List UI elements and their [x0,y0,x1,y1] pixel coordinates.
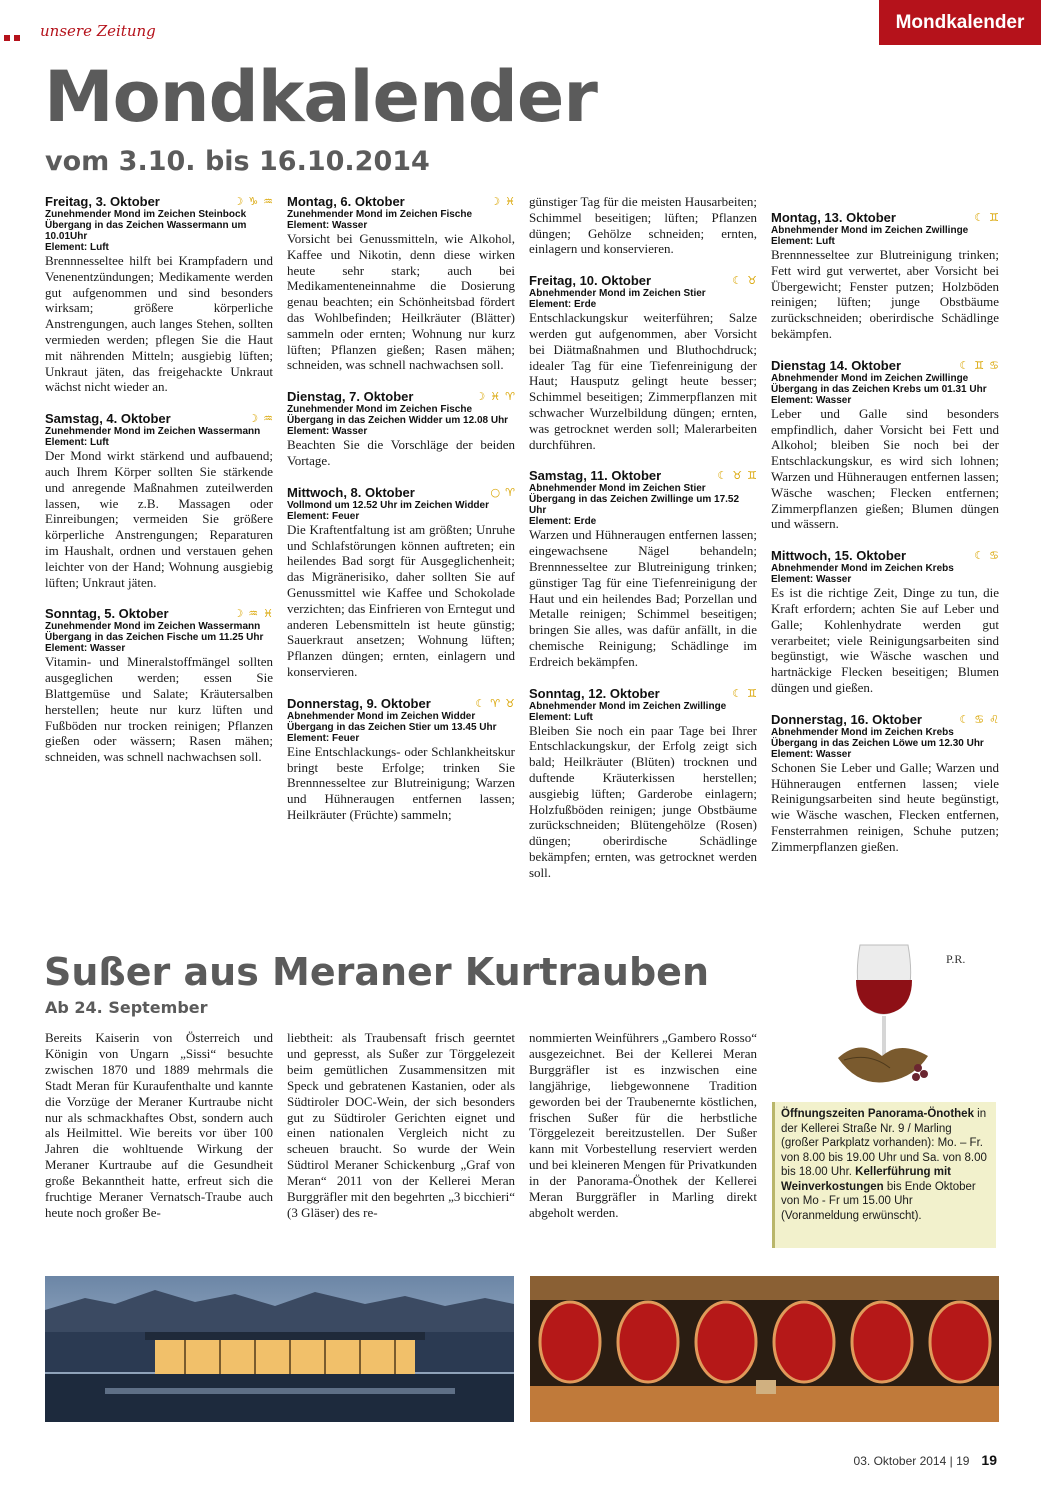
zodiac-icon: ♒ [263,412,273,426]
entry-header [287,194,515,209]
entry-header [529,686,757,701]
entry-info: Zunehmender Mond im Zeichen Steinbock [45,209,247,220]
entry-info: Abnehmender Mond im Zeichen Zwillinge [529,700,727,712]
zodiac-icon: ♋ [989,549,999,563]
entry-text: Brennnesseltee zur Blutreinigung trinken; Fett wird gut verwertet, aber Vorsicht bei Übergewicht; Fenster putzen; Holzböden reinigen; lüften; junge Obstbäume zurückschneiden; oberirdische Schädlinge bekämpfen. [771,247,999,341]
zodiac-icon: ♒ [248,607,259,621]
entry-text: Es ist die richtige Zeit, Dinge zu tun, die Kraft erfordern; achten Sie auf Leber und Galle; Kohlenhydrate werden gut verarbeitet; viele Reinigungsarbeiten sind begünstigt, wie Wäsche waschen und hartnäckige Flecken beseitigen; Blumen düngen und gießen. [771,585,999,695]
moon-sign-icons [717,469,757,482]
entry-info: Element: Wasser [771,574,852,586]
entry-header [771,358,999,373]
calendar-column-1 [45,194,273,781]
calendar-entry [287,696,515,823]
entry-header [771,712,999,727]
moon-sign-icons [974,549,999,562]
opening-hours-box [772,1102,996,1248]
entry-header [771,548,999,563]
entry-header [529,273,757,288]
calendar-entry [529,194,757,257]
entry-date: Mittwoch, 8. Oktober [287,484,415,500]
entry-info: Abnehmender Mond im Zeichen Krebs [771,563,954,575]
calendar-entry [771,210,999,342]
zodiac-icon: ♓ [263,607,273,621]
entry-text: Brennnesseltee hilft bei Krampfadern und Venenentzündungen; Medikamente werden gut aufgenommen und sind besonders wirksam; größere körperliche Anstrengungen, auch langes Stehen, sollten vermieden werden; pflegen Sie die Haut mit nährenden Mitteln; ausgiebig lüften; Unkraut jäten, das freigehackte Unkraut wächst nicht wieder an. [45,253,273,395]
entry-info: Element: Luft [771,236,835,247]
entry-date: Freitag, 3. Oktober [45,194,160,209]
moon-sign-icons [475,697,515,710]
wine-glass-image [830,940,940,1100]
entry-header [771,210,999,225]
entry-info: Zunehmender Mond im Zeichen Fische [287,404,473,416]
entry-info: Übergang in das Zeichen Wassermann um 10.01Uhr [45,220,247,242]
entry-info: Zunehmender Mond im Zeichen Fische [287,209,473,220]
entry-info: Element: Wasser [771,748,852,760]
moon-phase-icon: ☾ [959,358,970,372]
zodiac-icon: ♉ [747,274,757,288]
zodiac-icon: ♋ [974,712,985,726]
entry-header [287,696,515,711]
entry-text: Entschlackungskur weiterführen; Salze werden gut aufgenommen, aber Vorsicht bei Diätmaßnahmen und Bluthochdruck; idealer Tag für eine Tiefenreinigung der Haut; Hausputz gelingt heute besser; Schimmel beseitigen; Zimmerpflanzen mit schwacher Wurzelbildung düngen; ernten, was getrocknet werden soll; Malerarbeiten durchführen. [529,310,757,452]
article-column-1: Bereits Kaiserin von Österreich und Königin von Ungarn „Sissi“ besuchte zwischen 1870 und 1889 mehrmals die Stadt Meran für Kuraufenthalte und kannte die Vorzüge der Meraner Kurtraube nicht nur als schmackhaftes Obst, sondern auch als Heilmittel. Wie bereits vor über 100 Jahren die wohltuende Wirkung der Meraner Kurtraube auf die Gesundheit große Bekanntheit hatte, erfreut sich die fruchtige Meraner Vernatsch-Traube auch heute noch großer Be- [45,1030,273,1220]
entry-info: Abnehmender Mond im Zeichen Zwillinge [771,225,969,236]
zodiac-icon: ♊ [974,358,985,372]
entry-info: Übergang in das Zeichen Fische um 11.25 Uhr [45,632,264,644]
zodiac-icon: ♊ [747,686,757,700]
zodiac-icon: ♉ [732,469,743,483]
moon-phase-icon: ☾ [732,686,743,700]
zodiac-icon: ♈ [490,696,501,710]
entry-date: Samstag, 4. Oktober [45,411,171,427]
winery-building-photo [45,1276,514,1422]
entry-info: Element: Erde [529,299,597,311]
entry-text: Der Mond wirkt stärkend und aufbauend; auch Ihrem Körper sollten Sie stärkende und anregende Maßnahmen zuteilwerden lassen, wie z.B. Massagen oder Einreibungen; vermeiden Sie größere körperliche Anstrengungen; Reparaturen im Haushalt, ordnen und verstauen gehen leichter von der Hand; Wohnung ausgiebig lüften; Unkraut jäten. [45,448,273,590]
entry-text: Beachten Sie die Vorschläge der beiden Vortage. [287,437,515,468]
entry-header [45,606,273,621]
zodiac-icon: ♉ [505,696,515,710]
page-number: 19 [981,1452,997,1468]
moon-phase-icon: ☾ [475,696,486,710]
entry-info: Element: Luft [45,437,109,449]
calendar-entry [771,712,999,855]
entry-text: Schonen Sie Leber und Galle; Warzen und Hühneraugen entfernen lassen; viele Reinigungsarbeiten sind heute begünstigt, wie Wäsche waschen, Flecken entfernen, Fensterrahmen reinigen, Schuhe putzen; Zimmerpflanzen gießen. [771,759,999,854]
moon-sign-icons [491,486,515,499]
entry-info: Abnehmender Mond im Zeichen Stier [529,483,706,495]
zodiac-icon: ♋ [989,358,999,372]
entry-header [287,485,515,500]
pr-credit: P.R. [946,952,966,966]
zodiac-icon: ♊ [989,211,999,224]
entry-text: Vorsicht bei Genussmitteln, wie Alkohol, Kaffee und Nikotin, denn diese wirken heute sehr stark; auch bei Medikamenteneinnahme die Dosierung genau beachten; ein Schönheitsbad fördert das Wohlbefinden; Heilkräuter (Blätter) sammeln oder ernten; Wohnung nur kurz lüften; Pflanzen gießen; Rasen mähen; schneiden, was schnell nachwachsen soll. [287,231,515,373]
moon-phase-icon: ☽ [490,195,501,208]
zodiac-icon: ♓ [505,195,515,208]
entry-info: Abnehmender Mond im Zeichen Widder [287,710,476,722]
entry-text: Die Kraftentfaltung ist am größten; Unruhe und Schlafstörungen können auftreten; ein heilendes Bad sorgt für Ausgeglichenheit; das Migränerisiko, daher sollten Sie auf Genussmittel wie Kaffee und Schokolade verzichten; das Einfrieren von Erntegut und anderen Lebensmitteln ist heute günstig; Sauerkraut ansetzen; Wohnung lüften; Pflanzen düngen; ernten, einlagern und konservieren. [287,521,515,679]
entry-info: Zunehmender Mond im Zeichen Wassermann [45,426,261,438]
zodiac-icon: ♊ [747,469,757,483]
entry-header [287,389,515,404]
calendar-column-4 [771,210,999,871]
moon-phase-icon: ☾ [732,274,743,288]
entry-info: Element: Wasser [287,220,368,231]
page-subtitle: vom 3.10. bis 16.10.2014 [45,146,430,177]
moon-sign-icons [959,713,999,726]
moon-phase-icon: ☾ [974,549,985,563]
entry-info: Element: Feuer [287,510,360,522]
entry-info: Element: Feuer [287,732,360,744]
entry-header [529,468,757,483]
entry-info: Abnehmender Mond im Zeichen Krebs [771,726,954,738]
entry-info: Zunehmender Mond im Zeichen Wassermann [45,621,261,633]
entry-info: Vollmond um 12.52 Uhr im Zeichen Widder [287,499,489,511]
zodiac-icon: ♈ [505,485,515,499]
entry-text: Bleiben Sie noch ein paar Tage bei Ihrer Entschlackungskur, der Erfolg zeigt sich bald; Heilkräuter (Blüten) trocknen und duftende Kräuterkissen herstellen; ausgiebig lüften; Garderobe einlagern; Holzfußböden reinigen; junge Obstbäume zurückschneiden; Blütengehölze (Rosen) düngen; oberirdische Schädlinge bekämpfen; ernten, was getrocknet werden soll. [529,722,757,880]
moon-phase-icon: ☾ [974,211,985,224]
entry-info: Element: Luft [45,242,109,253]
calendar-entry [45,411,273,590]
calendar-entry [287,389,515,469]
moon-sign-icons [233,195,273,208]
calendar-entry [529,686,757,881]
entry-info: Element: Erde [529,516,597,528]
entry-info: Übergang in das Zeichen Krebs um 01.31 Uhr [771,383,987,395]
page-title: Mondkalender [44,56,597,138]
entry-date: Donnerstag, 9. Oktober [287,695,431,711]
entry-info: Übergang in das Zeichen Löwe um 12.30 Uhr [771,737,984,749]
moon-sign-icons [732,687,757,700]
zodiac-icon: ♓ [490,390,501,404]
entry-text: Warzen und Hühneraugen entfernen lassen; eingewachsene Nägel behandeln; Brennnesseltee zur Blutreinigung trinken; günstiger Tag für eine Tiefenreinigung der Haut und ein heilendes Bad; Porzellan und Metalle reinigen; Schimmel beseitigen; bringen Sie alles, was dafür anfällt, in die chemische Reinigung; Schädlinge im Erdreich bekämpfen. [529,527,757,669]
moon-phase-icon: ☾ [717,469,728,483]
moon-sign-icons [248,412,273,425]
entry-date: Sonntag, 12. Oktober [529,685,660,701]
infobox-title-2: Kellerführung mit Weinverkostungen [781,1166,952,1193]
entry-date: Dienstag 14. Oktober [771,357,902,373]
entry-date: Donnerstag, 16. Oktober [771,711,922,727]
infobox-text-2: bis Ende Oktober von Mo - Fr um 15.00 Uhr (Voranmeldung erwünscht). [781,1180,976,1222]
entry-text: Vitamin- und Mineralstoffmängel sollten ausgeglichen werden; essen Sie Blattgemüse und Salate; Kräutersalben herstellen; heute nur kurz lüften und Fußböden nur trocken reinigen; Pflanzen gießen oder wässern; Rasen mähen; schneiden, was schnell nachwachsen soll. [45,654,273,765]
moon-phase-icon: ☽ [233,607,244,621]
article-column-2: liebtheit: als Traubensaft frisch geerntet und gepresst, als Sußer zur Törggelezeit beim gemütlichen Zusammensitzen mit Speck und gebratenen Kastanien, oder als Südtiroler DOC-Wein, der sich besonders gut zu Südtiroler Gerichten eignet und einen nationalen Vergleich nicht zu scheuen braucht. So wurde der Wein Südtirol Meraner Schickenburg „Graf von Meran“ 2011 von der Kellerei Meran Burggräfler mit den begehrten „3 bicchieri“ (3 Gläser) des re- [287,1030,515,1220]
decorative-dots [4,28,24,46]
entry-info: Übergang in das Zeichen Zwillinge um 17.52 Uhr [529,494,740,517]
entry-info: Übergang in das Zeichen Stier um 13.45 Uhr [287,721,497,733]
moon-phase-icon: ☽ [475,390,486,404]
calendar-entry [287,194,515,373]
calendar-entry [529,468,757,669]
calendar-entry [287,485,515,680]
entry-date: Mittwoch, 15. Oktober [771,548,907,564]
brand-logo: unsere Zeitung [40,22,156,40]
calendar-entry [529,273,757,452]
entry-header [45,194,273,209]
entry-text: Eine Entschlackungs- oder Schlankheitskur bringt beste Erfolge; trinken Sie Brennnesseltee zur Blutreinigung; Warzen und Hühneraugen entfernen lassen; Heilkräuter (Früchte) sammeln; [287,743,515,822]
article-subtitle: Ab 24. September [45,998,208,1017]
calendar-entry [45,194,273,395]
entry-info: Element: Luft [529,711,593,723]
calendar-column-2 [287,194,515,839]
calendar-entry [771,358,999,532]
entry-date: Montag, 6. Oktober [287,194,405,209]
article-title: Sußer aus Meraner Kurtrauben [44,950,709,994]
calendar-column-3 [529,194,757,897]
moon-sign-icons [233,607,273,620]
zodiac-icon: ♈ [505,390,515,404]
entry-info: Element: Wasser [287,426,368,438]
entry-info: Abnehmender Mond im Zeichen Stier [529,288,706,300]
moon-sign-icons [974,211,999,224]
section-tab: Mondkalender [879,0,1041,45]
entry-date: Sonntag, 5. Oktober [45,606,169,622]
entry-info: Übergang in das Zeichen Widder um 12.08 Uhr [287,415,509,427]
entry-info: Element: Wasser [45,643,126,655]
moon-phase-icon: ☽ [248,412,259,426]
wine-cellar-barrels-photo [530,1276,999,1422]
zodiac-icon: ♌ [989,712,999,726]
moon-sign-icons [475,390,515,403]
moon-sign-icons [959,359,999,372]
moon-phase-icon: ○ [490,485,501,499]
entry-text: günstiger Tag für die meisten Hausarbeiten; Schimmel beseitigen; lüften; Pflanzen düngen; Gehölze schneiden; ernten, einlagern und konservieren. [529,194,757,257]
entry-date: Freitag, 10. Oktober [529,273,652,289]
entry-header [45,411,273,426]
moon-sign-icons [732,274,757,287]
moon-phase-icon: ☾ [959,712,970,726]
zodiac-icon: ♑ [248,195,259,208]
moon-sign-icons [490,195,515,208]
calendar-entry [771,548,999,696]
entry-info: Abnehmender Mond im Zeichen Zwillinge [771,372,969,384]
entry-text: Leber und Galle sind besonders empfindlich, daher Vorsicht bei Fett und Alkohol; bleiben Sie noch bei der Entschlackungskur, es wird sich lohnen; Warzen und Hühneraugen entfernen lassen; Wäsche waschen; Flecken entfernen; Zimmerpflanzen gießen; Blumen düngen und wässern. [771,405,999,532]
entry-date: Samstag, 11. Oktober [529,468,662,484]
infobox-title: Öffnungszeiten Panorama-Önothek [781,1108,974,1120]
infobox-text-1: in der Kellerei Straße Nr. 9 / Marling (großer Parkplatz vorhanden): Mo. – Fr. von 8.00 bis 19.00 Uhr und Sa. von 8.00 bis 18.00 Uhr. [781,1108,987,1178]
page-footer [854,1452,997,1468]
zodiac-icon: ♒ [263,195,273,208]
entry-date: Montag, 13. Oktober [771,210,896,225]
issue-date: 03. Oktober 2014 | 19 [853,1454,970,1468]
entry-date: Dienstag, 7. Oktober [287,389,414,405]
article-column-3: nommierten Weinführers „Gambero Rosso“ ausgezeichnet. Bei der Kellerei Meran Burggräfler ist es inzwischen eine langjährige, liebgewonnene Tradition geworden bei der Traubenernte köstlichen, frischen Sußer für die herbstliche Törggelezeit bereitzustellen. Der Sußer kann mit Vorbestellung reserviert werden und bei kleineren Mengen für Privatkunden in der Panorama-Önothek der Kellerei Meran Burggräfler in Marling direkt abgeholt werden. [529,1030,757,1220]
calendar-entry [45,606,273,765]
entry-info: Element: Wasser [771,394,852,406]
moon-phase-icon: ☽ [233,195,244,208]
